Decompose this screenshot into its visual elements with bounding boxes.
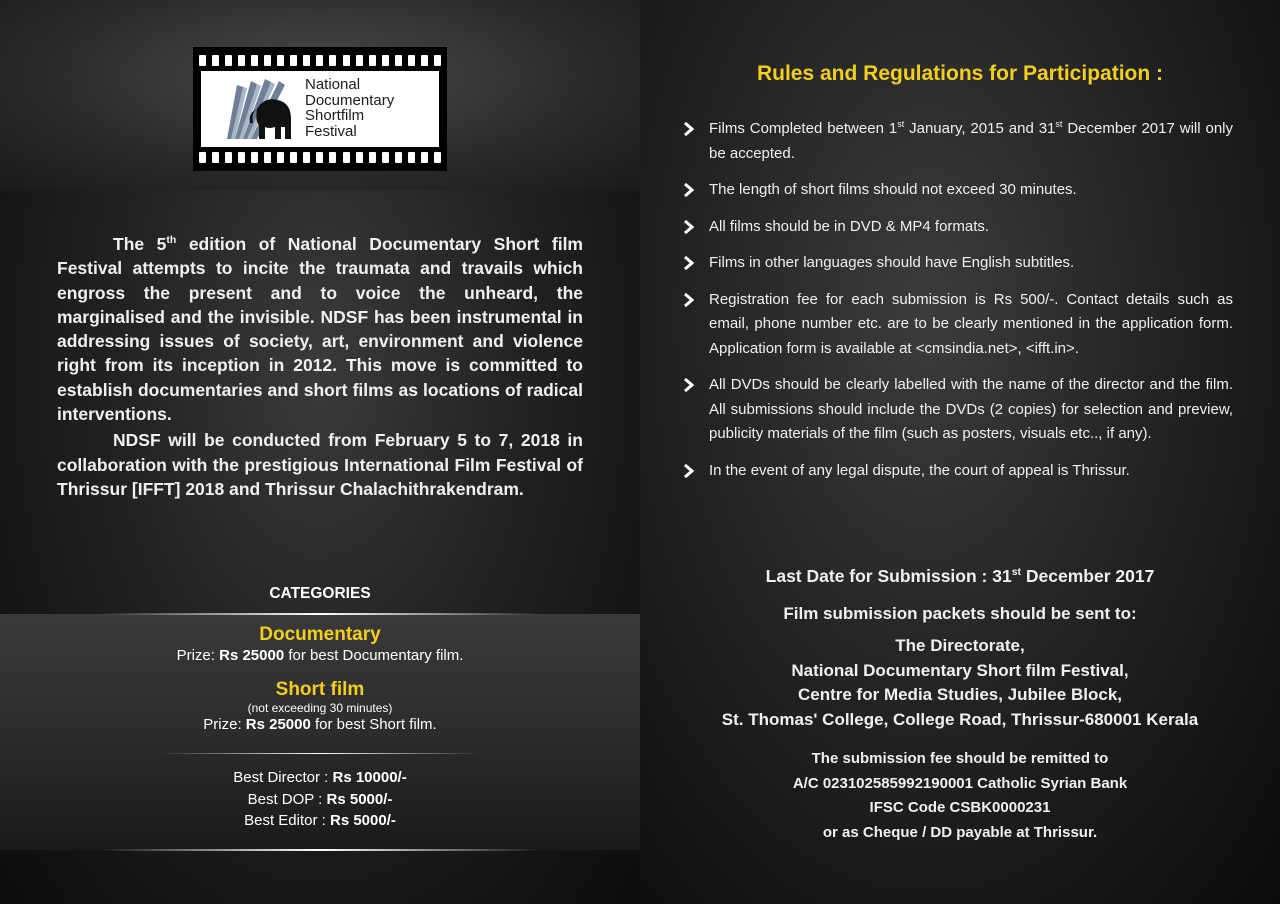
chevron-right-icon [683,464,695,478]
address-line: St. Thomas' College, College Road, Thrissur-680001 Kerala [721,709,1199,729]
intro-text [57,232,583,503]
rule-item: All films should be in DVD & MP4 formats. [683,215,1233,240]
categories-heading: CATEGORIES [269,585,371,602]
awards-list [0,767,640,832]
logo-line: National [305,76,361,93]
category-shortfilm [0,679,640,734]
category-title: Short film [275,679,365,700]
fee-line: IFSC Code CSBK0000231 [869,799,1051,816]
fee-line: or as Cheque / DD payable at Thrissur. [822,823,1098,841]
address-line: The Directorate, [895,636,1025,655]
chevron-right-icon [683,122,695,136]
chevron-right-icon [683,256,695,270]
rule-item: Films Completed between 1st January, 2015 and 31st December 2017 will only be accepted. [683,117,1233,166]
submission-deadline: Last Date for Submission : 31st December 2017 [765,566,1155,586]
logo-text [305,77,394,139]
chevron-right-icon [683,378,695,392]
logo-line: Shortfilm [305,107,365,124]
submission-address [640,634,1280,732]
intro-paragraph-2: NDSF will be conducted from February 5 to 7, 2018 in collaboration with the prestigious International Film Festival of Thrissur [IFFT] 2018 and Thrissur Chalachithrakendram. [57,430,583,499]
award-item: Best Director : Rs 10000/- [233,769,407,786]
packets-title: Film submission packets should be sent to: [783,604,1137,623]
chevron-right-icon [683,293,695,307]
intro-paragraph-1: The 5th edition of National Documentary Short film Festival attempts to incite the traumata and travails which engross the present and to voice the unheard, the marginalised and the invisible. NDSF has been instrumental in addressing issues of society, art, environment and violence right from its inception in 2012. This move is committed to establish documentaries and short films as locations of radical interventions. [57,234,583,425]
rule-item: Registration fee for each submission is Rs 500/-. Contact details such as email, phone number etc. are to be clearly mentioned in the application form. Application form is available at <cmsindia.net>, <ifft.in>. [683,288,1233,362]
logo-panel [201,71,439,147]
address-line: National Documentary Short film Festival, [791,660,1129,680]
rule-item: Films in other languages should have English subtitles. [683,251,1233,276]
fee-details [640,747,1280,845]
category-title: Documentary [259,624,381,645]
chevron-right-icon [683,183,695,197]
film-strip-holes-top [199,55,441,66]
award-item: Best Editor : Rs 5000/- [244,812,396,829]
rule-item: In the event of any legal dispute, the court of appeal is Thrissur. [683,459,1233,484]
award-item: Best DOP : Rs 5000/- [247,790,393,808]
film-strip-holes-bottom [199,152,441,163]
rule-item: All DVDs should be clearly labelled with the name of the director and the film. All submissions should include the DVDs (2 copies) for selection and preview, publicity materials of the film (such as posters, visuals etc.., if any). [683,373,1233,447]
fee-line: A/C 023102585992190001 Catholic Syrian Bank [792,774,1128,792]
elephant-rays-icon [223,75,295,143]
rules-title: Rules and Regulations for Participation : [756,62,1164,85]
rule-item: The length of short films should not exceed 30 minutes. [683,178,1233,203]
fee-line: The submission fee should be remitted to [811,750,1109,767]
divider-middle [160,753,480,754]
category-note: (not exceeding 30 minutes) [247,701,393,715]
divider-top [100,613,540,615]
chevron-right-icon [683,220,695,234]
festival-logo [193,47,447,171]
category-prize: Prize: Rs 25000 for best Short film. [203,716,437,733]
category-documentary [0,624,640,665]
category-prize: Prize: Rs 25000 for best Documentary film. [176,647,464,664]
logo-line: Festival [305,122,357,140]
divider-bottom [100,849,540,851]
rules-list [683,117,1233,495]
address-line: Centre for Media Studies, Jubilee Block, [797,685,1123,704]
logo-line: Documentary [305,91,395,109]
